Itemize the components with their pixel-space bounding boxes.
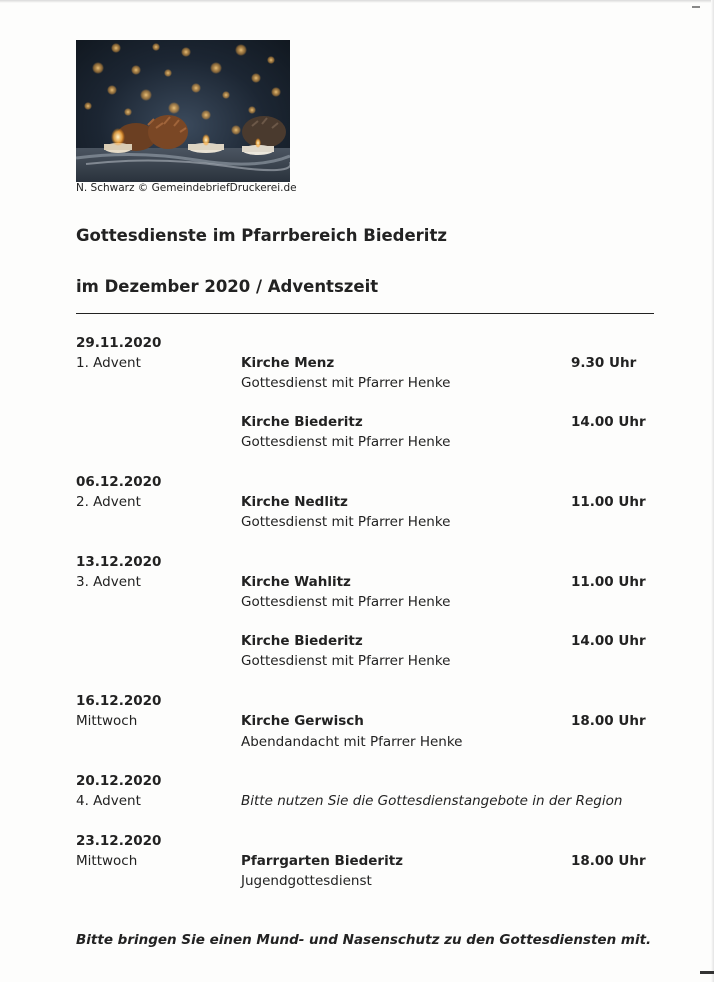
service-time: 11.00 Uhr (571, 574, 646, 590)
service-date: 23.12.2020 (76, 833, 162, 849)
service-description: Jugendgottesdienst (241, 873, 372, 889)
service-description: Gottesdienst mit Pfarrer Henke (241, 514, 451, 530)
scan-mark (692, 6, 700, 8)
service-location: Kirche Biederitz (241, 633, 363, 649)
divider (76, 313, 654, 314)
service-time: 14.00 Uhr (571, 633, 646, 649)
service-date: 29.11.2020 (76, 335, 162, 351)
service-day: Mittwoch (76, 853, 138, 869)
service-location: Kirche Menz (241, 355, 335, 371)
page-subtitle: im Dezember 2020 / Adventszeit (76, 277, 379, 296)
mask-notice: Bitte bringen Sie einen Mund- und Nasenschutz zu den Gottesdiensten mit. (76, 932, 652, 948)
service-description: Gottesdienst mit Pfarrer Henke (241, 375, 451, 391)
scan-edge-top (0, 0, 714, 3)
service-description: Abendandacht mit Pfarrer Henke (241, 734, 463, 750)
service-description: Gottesdienst mit Pfarrer Henke (241, 594, 451, 610)
service-time: 11.00 Uhr (571, 494, 646, 510)
service-day: Mittwoch (76, 713, 138, 729)
service-date: 16.12.2020 (76, 693, 162, 709)
service-day: 4. Advent (76, 793, 141, 809)
service-location: Pfarrgarten Biederitz (241, 853, 404, 869)
service-day: 1. Advent (76, 355, 141, 371)
photo-credit: N. Schwarz © GemeindebriefDruckerei.de (76, 182, 297, 194)
service-location: Kirche Nedlitz (241, 494, 348, 510)
page-title: Gottesdienste im Pfarrbereich Biederitz (76, 226, 447, 245)
service-day: 3. Advent (76, 574, 141, 590)
service-date: 06.12.2020 (76, 474, 162, 490)
service-day: 2. Advent (76, 494, 141, 510)
service-description: Gottesdienst mit Pfarrer Henke (241, 653, 451, 669)
service-time: 14.00 Uhr (571, 414, 646, 430)
service-location: Kirche Biederitz (241, 414, 363, 430)
service-time: 9.30 Uhr (571, 355, 637, 371)
service-description: Gottesdienst mit Pfarrer Henke (241, 434, 451, 450)
service-location: Kirche Wahlitz (241, 574, 351, 590)
service-time: 18.00 Uhr (571, 713, 646, 729)
region-note: Bitte nutzen Sie die Gottesdienstangebote in der Region (241, 793, 623, 809)
service-date: 13.12.2020 (76, 554, 162, 570)
service-location: Kirche Gerwisch (241, 713, 364, 729)
advent-candles-photo (76, 40, 290, 182)
scan-mark (700, 971, 714, 974)
service-time: 18.00 Uhr (571, 853, 646, 869)
service-date: 20.12.2020 (76, 773, 162, 789)
